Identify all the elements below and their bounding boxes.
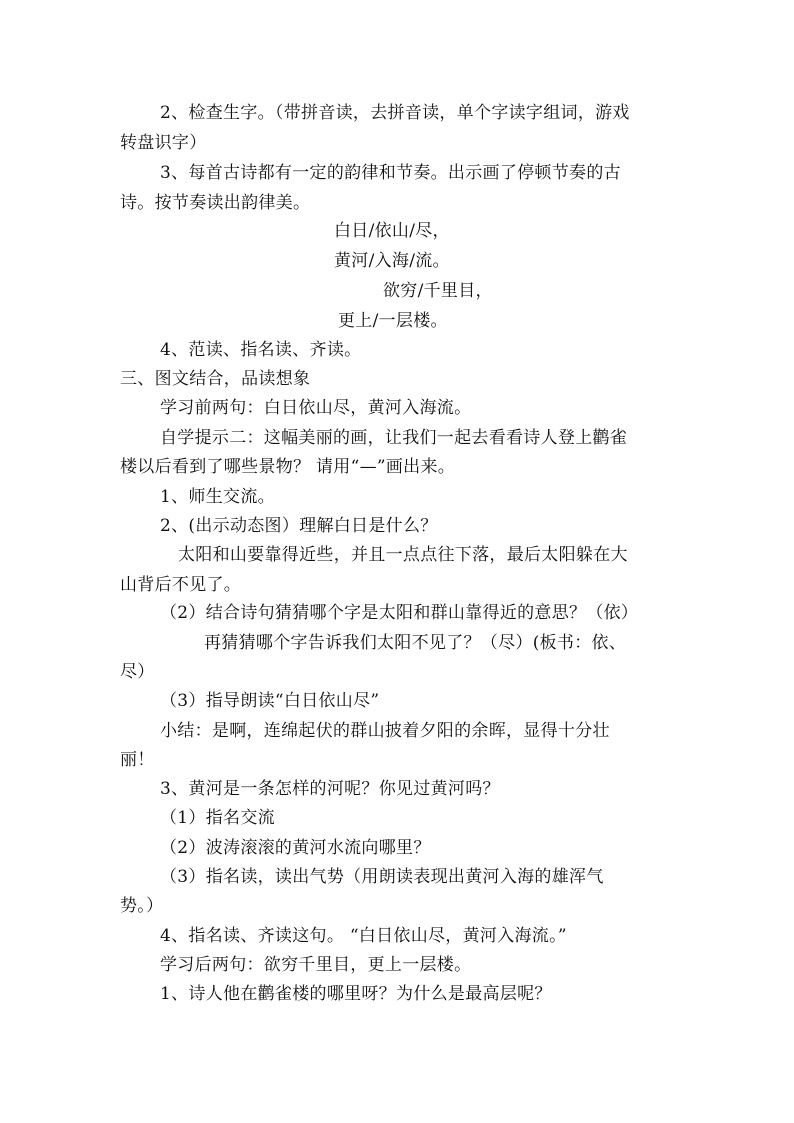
- text-line: 自学提示二：这幅美丽的画，让我们一起去看看诗人登上鹳雀: [160, 428, 628, 448]
- text-line: （3）指导朗读“白日依山尽”: [160, 691, 380, 711]
- text-line: 再猜猜哪个字告诉我们太阳不见了？（尽）(板书：依、: [204, 633, 627, 653]
- text-line: 3、黄河是一条怎样的河呢？你见过黄河吗？: [160, 779, 500, 799]
- text-line: 1、诗人他在鹳雀楼的哪里呀？为什么是最高层呢？: [160, 984, 552, 1004]
- text-line: 学习后两句：欲穷千里目，更上一层楼。: [160, 955, 472, 975]
- poem-line: 黄河/入海/流。: [334, 251, 450, 271]
- text-line: 太阳和山要靠得近些，并且一点点往下落，最后太阳躲在大: [178, 545, 628, 565]
- text-line: 4、范读、指名读、齐读。: [160, 340, 362, 360]
- text-line: 楼以后看到了哪些景物？ 请用“—”画出来。: [120, 457, 456, 477]
- text-line: 2、检查生字。（带拼音读，去拼音读，单个字读字组词，游戏: [160, 103, 630, 123]
- text-line: 诗。按节奏读出韵律美。: [120, 193, 311, 213]
- text-line: （1）指名交流: [160, 808, 275, 828]
- text-line: 小结：是啊，连绵起伏的群山披着夕阳的余晖，显得十分壮: [160, 721, 610, 741]
- text-line: 学习前两句：白日依山尽，黄河入海流。: [160, 398, 472, 418]
- poem-line: 欲穷/千里目，: [383, 281, 493, 301]
- text-line: 山背后不见了。: [120, 575, 242, 595]
- text-line: 尽）: [120, 662, 155, 682]
- poem-line: 更上/一层楼。: [338, 311, 448, 331]
- section-heading: 三、图文结合，品读想象: [120, 369, 311, 389]
- poem-line: 白日/依山/尽，: [334, 221, 450, 241]
- text-line: （2）结合诗句猜猜哪个字是太阳和群山靠得近的意思？（依）: [160, 603, 639, 623]
- text-line: 2、(出示动态图）理解白日是什么？: [160, 516, 438, 536]
- text-line: 1、师生交流。: [160, 487, 275, 507]
- text-line: （3）指名读，读出气势（用朗读表现出黄河入海的雄浑气: [160, 867, 604, 887]
- text-line: 4、指名读、齐读这句。 “白日依山尽，黄河入海流。”: [160, 926, 567, 946]
- text-line: 丽！: [120, 750, 155, 770]
- text-line: 3、每首古诗都有一定的韵律和节奏。出示画了停顿节奏的古: [160, 163, 621, 183]
- text-line: 转盘识字）: [120, 133, 207, 153]
- text-line: （2）波涛滚滚的黄河水流向哪里？: [160, 838, 431, 858]
- text-line: 势。）: [120, 896, 164, 916]
